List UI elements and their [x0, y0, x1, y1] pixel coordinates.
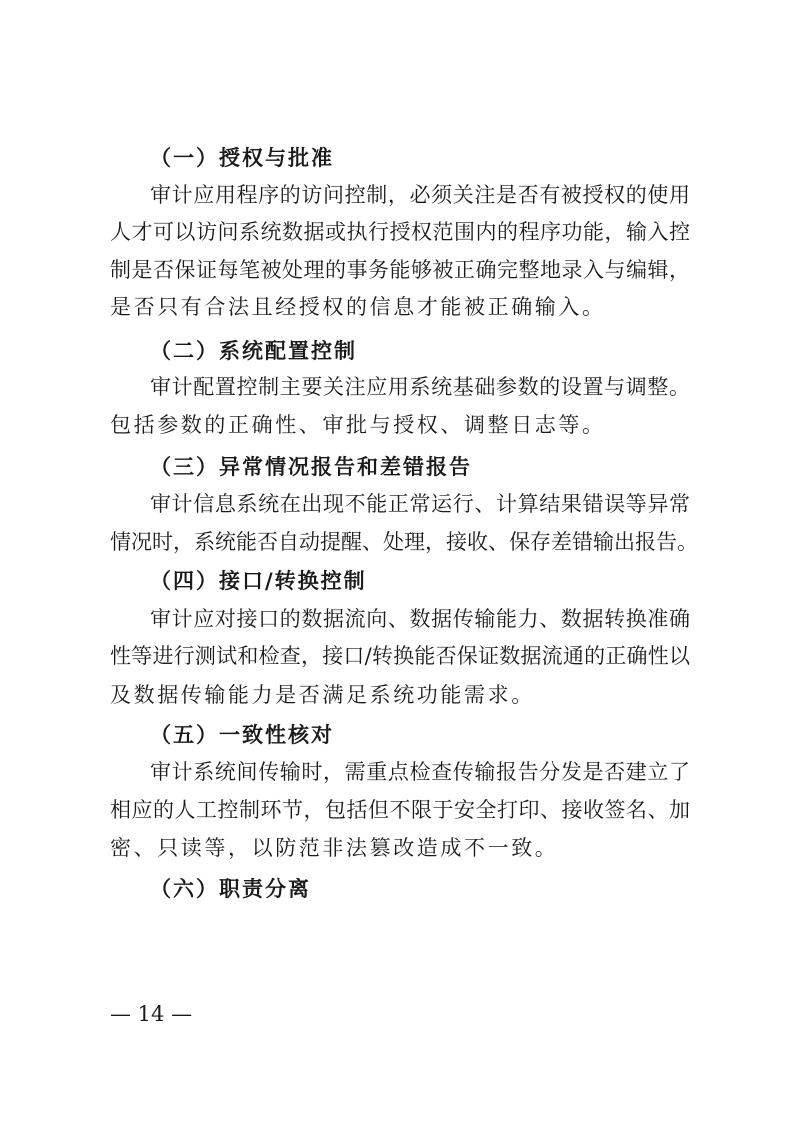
paragraph-line: 包括参数的正确性、审批与授权、调整日志等。 — [110, 413, 606, 437]
paragraph-line: 密、只读等，以防范非法篡改造成不一致。 — [110, 836, 559, 860]
section-heading: （一）授权与批准 — [150, 145, 334, 170]
paragraph-line: 及数据传输能力是否满足系统功能需求。 — [110, 683, 535, 707]
section-heading: （六）职责分离 — [150, 876, 311, 901]
paragraph-line: 审计应对接口的数据流向、数据传输能力、数据转换准确 — [150, 607, 690, 631]
paragraph-line: 审计配置控制主要关注应用系统基础参数的设置与调整。 — [150, 375, 690, 399]
section-heading: （二）系统配置控制 — [150, 338, 357, 363]
paragraph-line: 审计系统间传输时，需重点检查传输报告分发是否建立了 — [150, 760, 690, 784]
paragraph-line: 情况时，系统能否自动提醒、处理，接收、保存差错输出报告。 — [110, 530, 698, 554]
page-number: — 14 — — [110, 1002, 193, 1026]
paragraph-line: 人才可以访问系统数据或执行授权范围内的程序功能，输入控 — [110, 220, 690, 244]
section-heading: （四）接口/转换控制 — [150, 568, 367, 593]
section-heading: （五）一致性核对 — [150, 722, 334, 747]
paragraph-line: 审计信息系统在出现不能正常运行、计算结果错误等异常 — [150, 492, 690, 516]
paragraph-line: 性等进行测试和检查，接口/转换能否保证数据流通的正确性以 — [110, 644, 690, 668]
paragraph-line: 是否只有合法且经授权的信息才能被正确输入。 — [110, 295, 606, 319]
paragraph-line: 相应的人工控制环节，包括但不限于安全打印、接收签名、加 — [110, 798, 690, 822]
section-heading: （三）异常情况报告和差错报告 — [150, 454, 472, 479]
paragraph-line: 制是否保证每笔被处理的事务能够被正确完整地录入与编辑， — [110, 258, 690, 282]
paragraph-line: 审计应用程序的访问控制，必须关注是否有被授权的使用 — [150, 183, 690, 207]
